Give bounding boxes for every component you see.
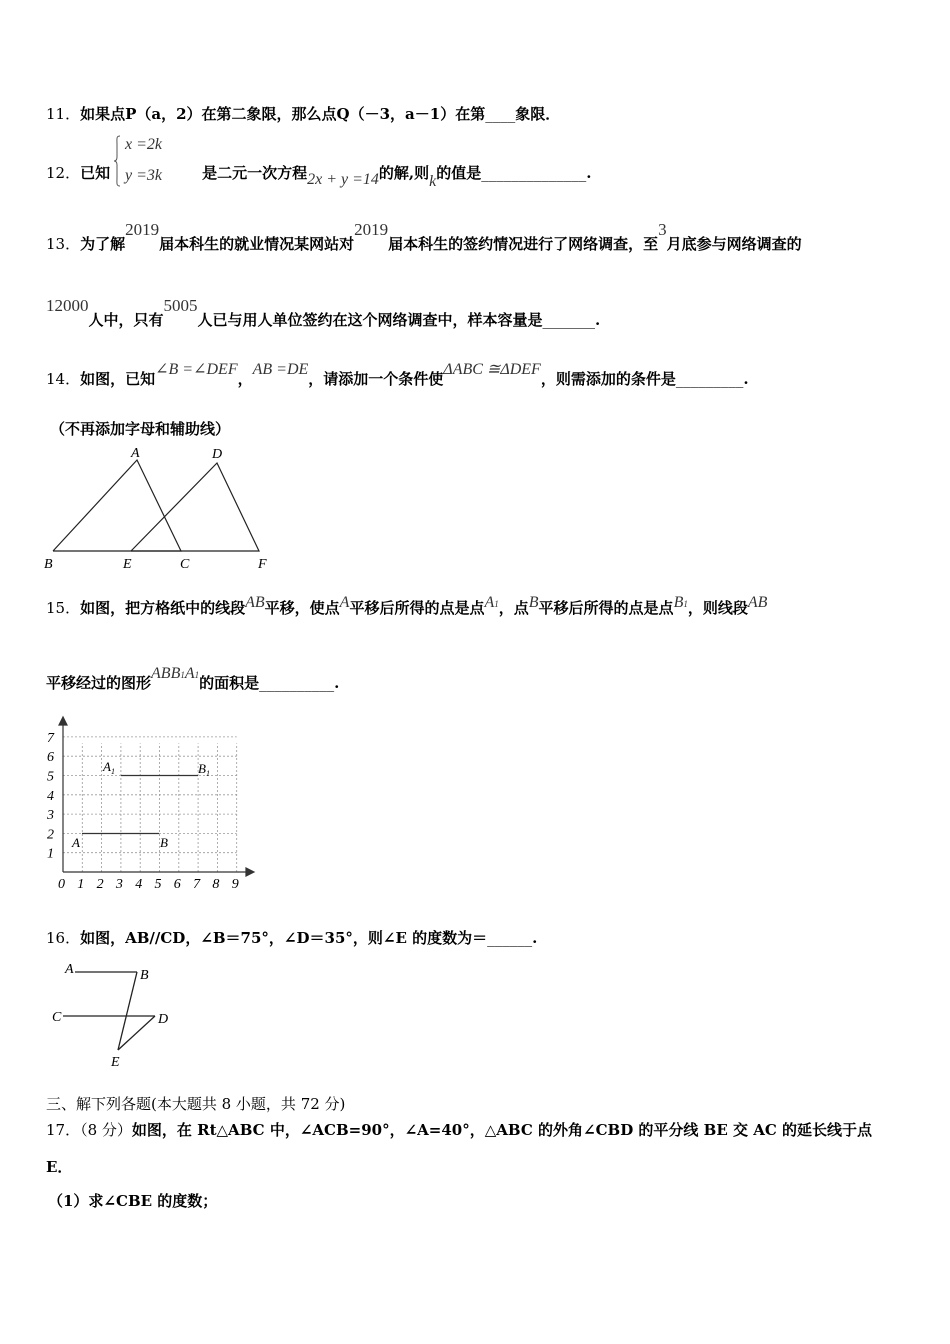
shape-name: A [184,665,195,682]
question-text: 如图，已知 [80,370,156,388]
math-expr: ΔABC ≅ΔDEF [443,361,541,378]
triangles-figure [40,440,280,575]
label-b: B [140,968,149,983]
question-17-part1 [48,1190,217,1211]
question-end: . [532,929,538,947]
question-end: . [334,674,340,692]
label-a: A [131,446,140,461]
math-expr [484,594,498,611]
equation-1: x =2k [125,136,162,153]
question-number: 11． [46,105,81,123]
subscript: 1 [110,767,115,776]
answer-blank: _______ [542,311,596,329]
question-text: 届本科生的就业情况某网站对 [159,235,355,253]
label-e: E [123,557,132,572]
question-14 [46,361,749,389]
y-tick-label: 7 [47,730,54,746]
y-tick-label: 2 [47,827,54,843]
question-number: 12． [46,164,81,182]
math-expr [151,665,199,682]
subscript: 1 [194,670,200,680]
question-text: 如果点P（a，2）在第二象限，那么点Q（－3，a－1）在第 [80,105,486,123]
math-expr: A [339,594,350,611]
parallel-lines-figure [45,955,195,1070]
triangle-def [131,463,259,551]
number: 5005 [163,296,198,315]
point-name: A [484,594,495,611]
label-b: B [160,835,168,850]
number: 2019 [125,220,160,239]
x-tick-label: 4 [135,877,143,892]
question-end: . [586,164,592,182]
question-15-cont [46,665,340,693]
point-name: B [198,761,206,776]
question-text: 人中，只有 [88,311,164,329]
question-text: 届本科生的签约情况进行了网络调查，至 [388,235,659,253]
question-number: 16． [46,929,81,947]
number: 2019 [354,220,389,239]
y-tick-label: 5 [47,769,54,785]
question-text: 如图，AB//CD，∠B＝75°，∠D＝35°，则∠E 的度数为＝ [80,929,488,947]
subscript: 1 [205,769,210,778]
x-tick-label: 2 [96,877,104,892]
math-expr: B [528,594,539,611]
question-text: 人已与用人单位签约在这个网络调查中，样本容量是 [197,311,543,329]
x-tick-label: 1 [77,877,85,892]
x-tick-label: 3 [115,877,123,892]
question-text: 为了解 [80,235,126,253]
answer-blank: __________ [259,674,335,692]
point-name: B [673,594,684,611]
question-text: E． [46,1158,73,1176]
variable: k [429,173,437,190]
label-a: A [72,835,80,850]
question-text: 如图，把方格纸中的线段 [80,599,246,617]
math-expr: AB =DE [252,361,309,378]
question-text: 的值是 [436,164,482,182]
equation: 2x + y =14 [307,171,379,188]
answer-blank: _________ [675,370,744,388]
question-13 [46,220,802,254]
label-d: D [212,447,223,462]
line-be [118,972,137,1050]
question-text: ，点 [498,599,529,617]
answer-blank: ______ [487,929,533,947]
question-number: 15． [46,599,81,617]
question-17 [46,1119,872,1140]
question-text: 月底参与网络调查的 [666,235,802,253]
label-b: B [44,557,53,572]
label-c: C [52,1010,62,1025]
sub-question: （1）求∠CBE 的度数； [48,1192,218,1210]
question-end: . [595,311,601,329]
question-end: 象限． [515,105,561,123]
label-a: A [65,962,74,977]
question-text: 平移经过的图形 [46,674,152,692]
question-score: （8 分） [80,1121,132,1139]
math-expr: ∠B =∠DEF [155,361,238,378]
question-number: 17． [46,1121,81,1139]
question-17-cont [46,1156,72,1177]
label-f: F [258,557,267,572]
label-b1 [198,761,210,778]
x-tick-label: 7 [193,877,201,892]
answer-blank: ______________ [481,164,587,182]
question-text: 已知 [80,164,111,182]
math-expr [674,594,688,611]
question-text: 的解,则 [378,164,430,182]
question-text: 平移，使点 [264,599,340,617]
math-expr: AB [747,594,768,611]
question-14-note [50,418,230,439]
question-text: ， [237,370,253,388]
x-tick-label: 8 [212,877,220,892]
question-16 [46,927,537,948]
answer-blank: ____ [485,105,516,123]
triangle-abc [53,460,181,551]
point-name: A [103,759,111,774]
number: 3 [658,220,667,239]
shape-name: ABB [151,665,181,682]
question-13-cont [46,296,601,330]
question-text: ，则线段 [687,599,748,617]
subscript: 1 [494,599,499,609]
question-text: ，请添加一个条件使 [308,370,444,388]
question-11 [46,103,560,124]
label-e: E [111,1055,120,1070]
question-12 [46,162,592,190]
section-heading: 三、解下列各题(本大题共 8 小题，共 72 分) [46,1095,346,1113]
question-text: 的面积是 [199,674,260,692]
y-tick-label: 6 [47,750,54,766]
note-text: （不再添加字母和辅助线） [50,420,231,438]
line-ed [118,1016,155,1050]
y-tick-label: 3 [47,808,54,824]
question-number: 13． [46,235,81,253]
y-axis-arrow [59,717,67,725]
subscript: 1 [683,599,688,609]
subscript: 1 [180,670,185,680]
grid-figure [40,715,260,895]
question-text: 平移后所得的点是点 [349,599,485,617]
y-tick-label: 1 [47,846,54,862]
x-tick-label: 0 [58,877,65,892]
question-text: 如图，在 Rt△ABC 中，∠ACB=90°，∠A=40°，△ABC 的外角∠CBD 的平分线 BE 交 AC 的延长线于点 [131,1121,873,1139]
label-d: D [158,1012,169,1027]
question-end: . [743,370,749,388]
question-text: ，则需添加的条件是 [540,370,676,388]
x-tick-label: 6 [173,877,181,892]
section-title [46,1093,345,1114]
x-tick-label: 5 [154,877,162,892]
question-text: 平移后所得的点是点 [538,599,674,617]
question-text: 是二元一次方程 [202,164,308,182]
question-15 [46,594,768,618]
y-tick-label: 4 [47,788,54,804]
label-c: C [180,557,190,572]
equation-2: y =3k [125,167,162,184]
question-number: 14． [46,370,81,388]
number: 12000 [46,296,89,315]
x-axis-arrow [246,868,254,876]
x-tick-label: 9 [231,877,239,892]
math-expr: AB [245,594,265,611]
label-a1 [102,759,115,776]
